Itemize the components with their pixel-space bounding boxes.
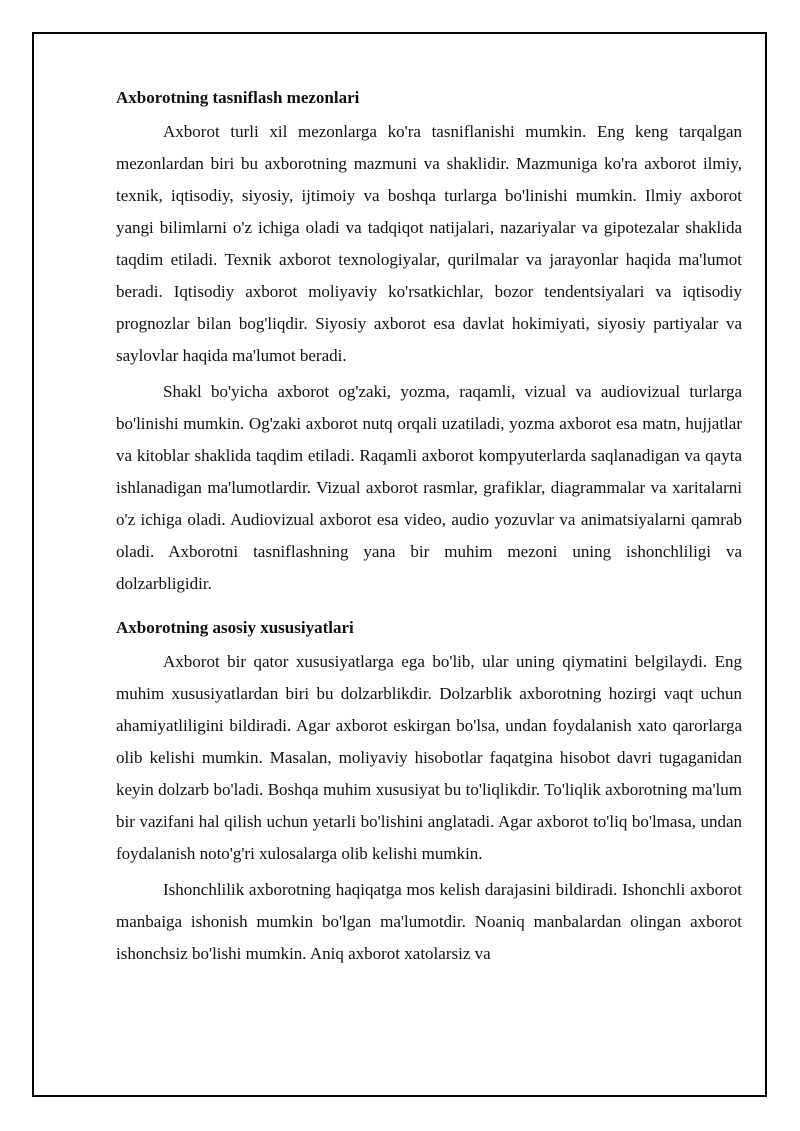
document-body [116,84,742,970]
section-heading-properties: Axborotning asosiy xususiyatlari [116,618,354,637]
paragraph: Axborot turli xil mezonlarga ko'ra tasniflanishi mumkin. Eng keng tarqalgan mezonlardan biri bu axborotning mazmuni va shaklidir. Mazmuniga ko'ra axborot ilmiy, texnik, iqtisodiy, siyosiy, ijtimoiy va boshqa turlarga bo'linishi mumkin. Ilmiy axborot yangi bilimlarni o'z ichiga oladi va tadqiqot natijalari, nazariyalar va gipotezalar shaklida taqdim etiladi. Texnik axborot texnologiyalar, qurilmalar va jarayonlar haqida ma'lumot beradi. Iqtisodiy axborot moliyaviy ko'rsatkichlar, bozor tendentsiyalari va iqtisodiy prognozlar bilan bog'liqdir. Siyosiy axborot esa davlat hokimiyati, siyosiy partiyalar va saylovlar haqida ma'lumot beradi. [116,122,742,365]
paragraph: Axborot bir qator xususiyatlarga ega bo'lib, ular uning qiymatini belgilaydi. Eng muhim xususiyatlardan biri bu dolzarblikdir. Dolzarblik axborotning hozirgi vaqt uchun ahamiyatliligini bildiradi. Agar axborot eskirgan bo'lsa, undan foydalanish xato qarorlarga olib kelishi mumkin. Masalan, moliyaviy hisobotlar faqatgina hisobot davri tugaganidan keyin dolzarb bo'ladi. Boshqa muhim xususiyat bu to'liqlikdir. To'liqlik axborotning ma'lum bir vazifani hal qilish uchun yetarli bo'lishini anglatadi. Agar axborot to'liq bo'lmasa, undan foydalanish noto'g'ri xulosalarga olib kelishi mumkin. [116,652,742,863]
section-heading-classification: Axborotning tasniflash mezonlari [116,88,360,107]
paragraph: Shakl bo'yicha axborot og'zaki, yozma, raqamli, vizual va audiovizual turlarga bo'linishi mumkin. Og'zaki axborot nutq orqali uzatiladi, yozma axborot esa matn, hujjatlar va kitoblar shaklida taqdim etiladi. Raqamli axborot kompyuterlarda saqlanadigan va qayta ishlanadigan ma'lumotlardir. Vizual axborot rasmlar, grafiklar, diagrammalar va xaritalarni o'z ichiga oladi. Audiovizual axborot esa video, audio yozuvlar va animatsiyalarni qamrab oladi. Axborotni tasniflashning yana bir muhim mezoni uning ishonchliligi va dolzarbligidir. [116,382,742,593]
paragraph: Ishonchlilik axborotning haqiqatga mos kelish darajasini bildiradi. Ishonchli axborot manbaiga ishonish mumkin bo'lgan ma'lumotdir. Noaniq manbalardan olingan axborot ishonchsiz bo'lishi mumkin. Aniq axborot xatolarsiz va [116,880,742,963]
